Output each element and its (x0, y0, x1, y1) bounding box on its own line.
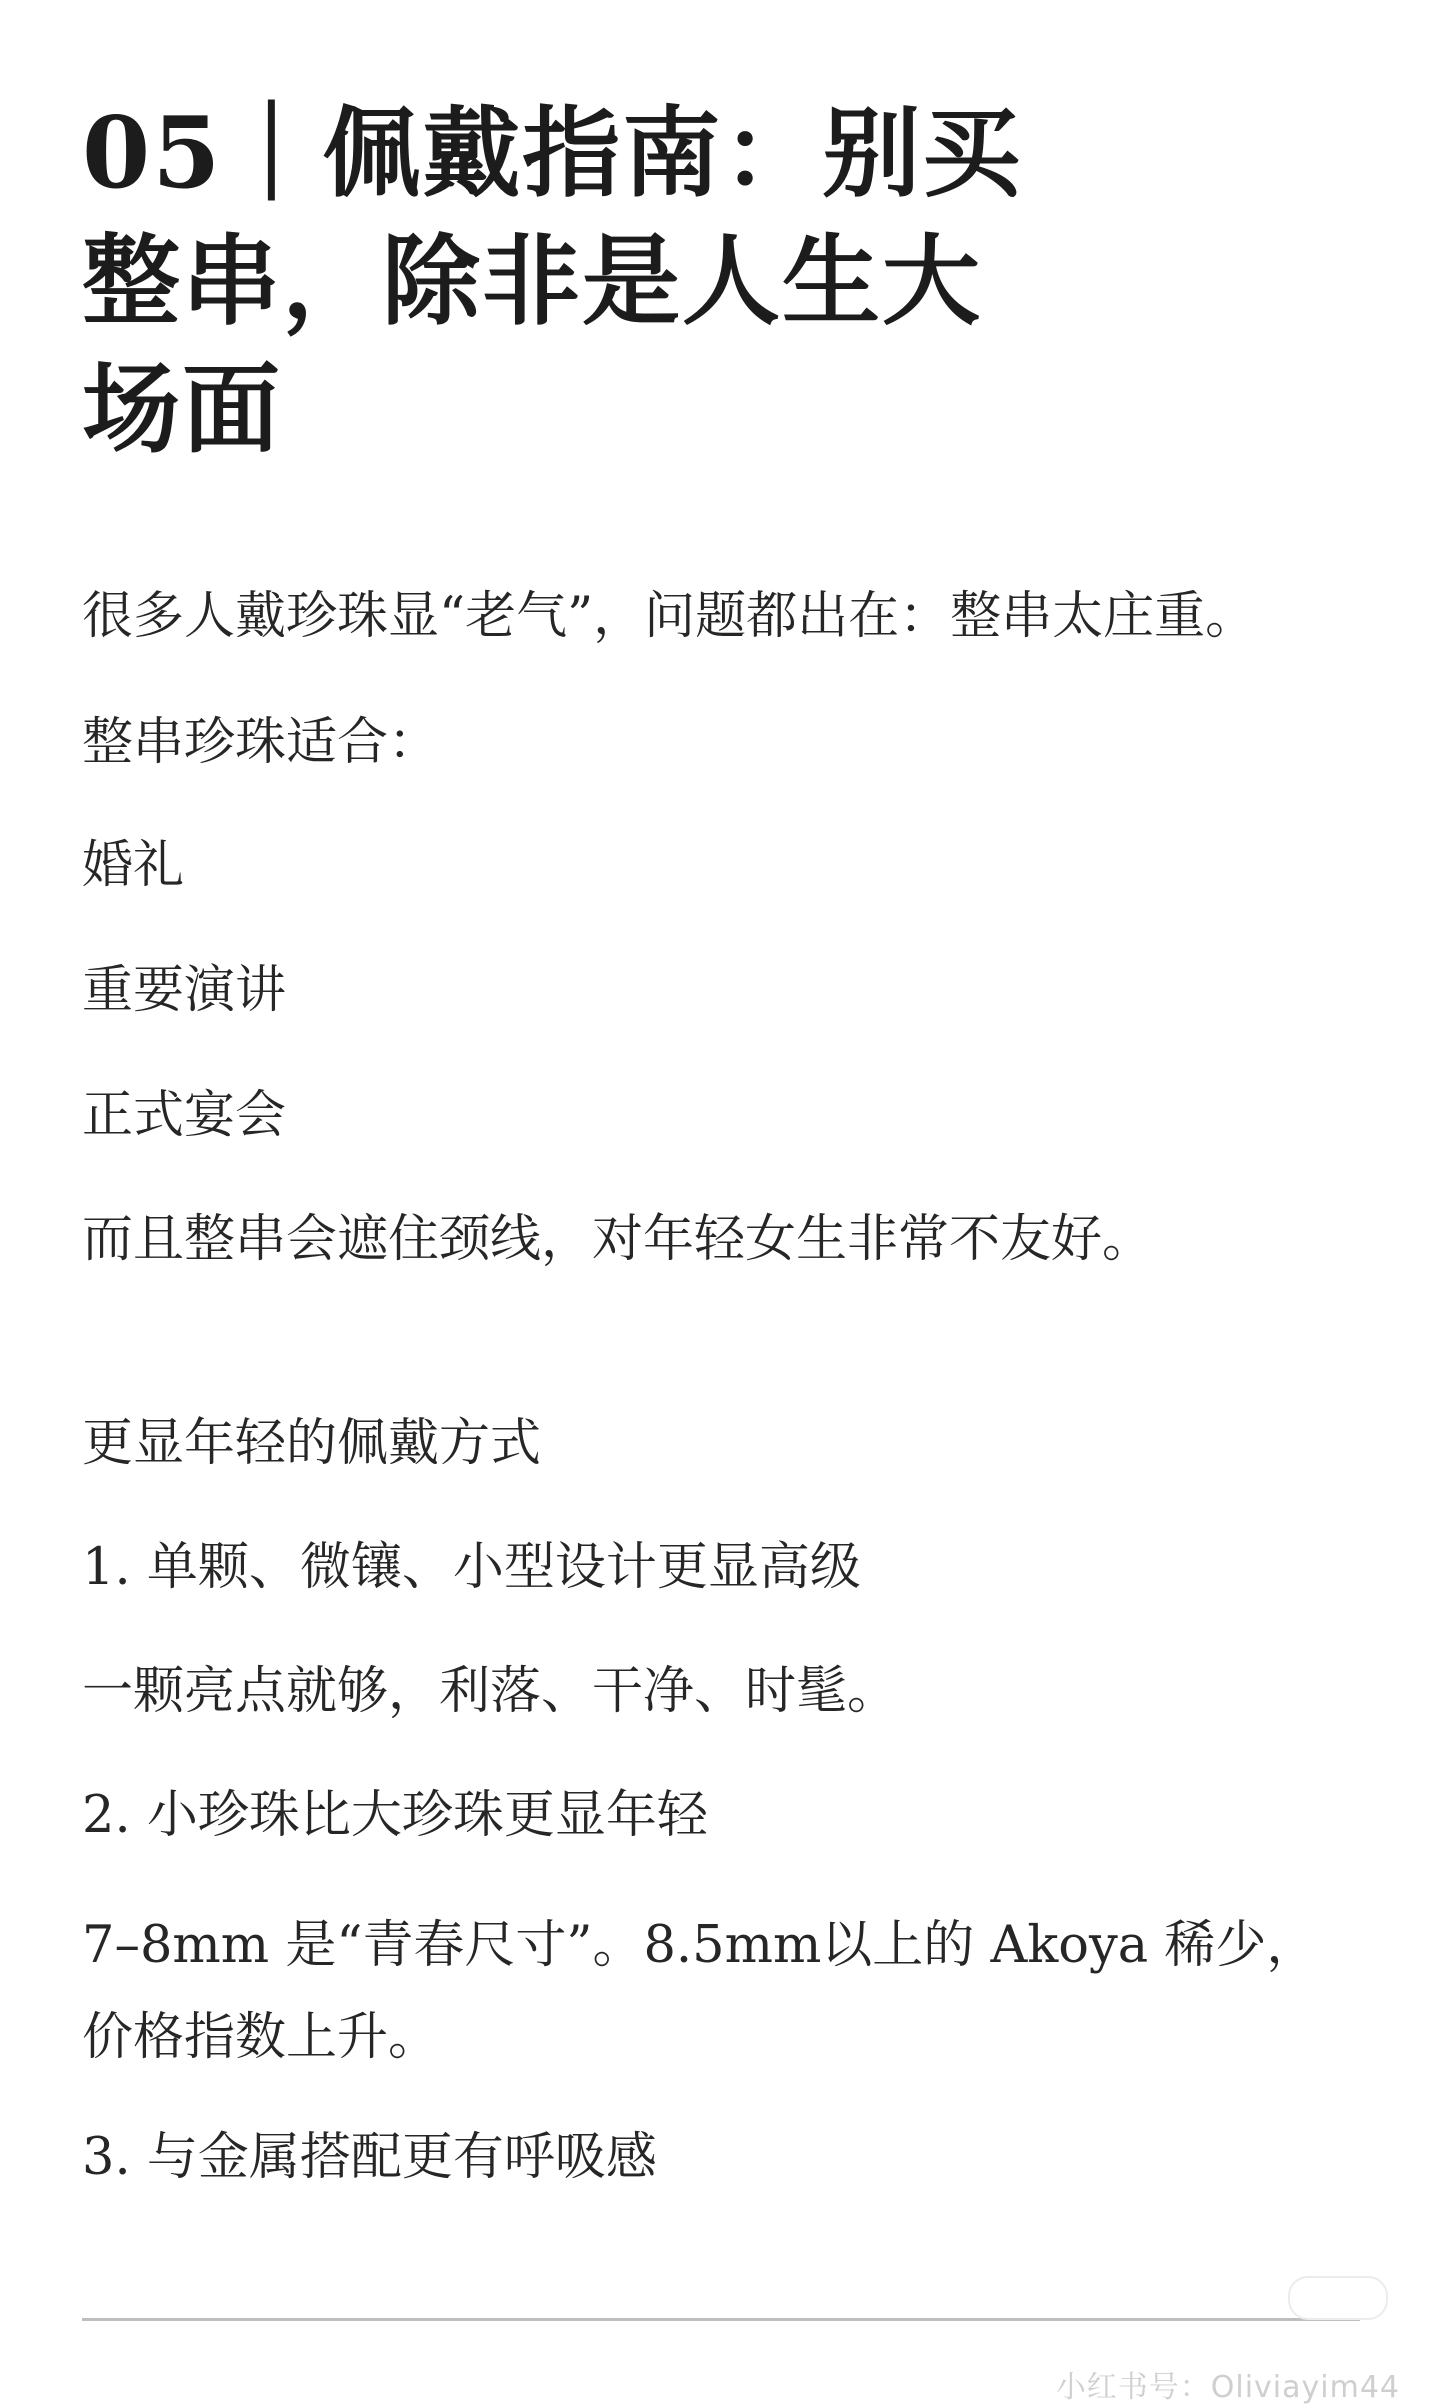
tip-1-heading: 1. 单颗、微镶、小型设计更显高级 (82, 1538, 861, 1597)
bottom-divider (82, 2318, 1360, 2321)
paragraph-suitable-heading: 整串珍珠适合： (82, 713, 440, 772)
article (82, 0, 1358, 2400)
watermark-logo-icon (1288, 2276, 1388, 2320)
paragraph-neckline: 而且整串会遮住颈线，对年轻女生非常不友好。 (82, 1210, 1154, 1269)
list-item-speech: 重要演讲 (82, 961, 287, 1020)
list-item-wedding: 婚礼 (82, 836, 185, 895)
section-heading: 更显年轻的佩戴方式 (82, 1414, 542, 1473)
tip-1-body: 一颗亮点就够，利落、干净、时髦。 (82, 1662, 899, 1721)
watermark: 小红书号：Oliviayim44 (1055, 2370, 1400, 2405)
paragraph-intro: 很多人戴珍珠显“老气”，问题都出在：整串太庄重。 (82, 587, 1257, 646)
tip-2-body: 7–8mm 是“青春尺寸”。8.5mm以上的 Akoya 稀少，价格指数上升。 (82, 1916, 1318, 2067)
article-title: 05｜佩戴指南：别买整串，除非是人生大场面 (82, 96, 1023, 467)
tip-2-heading: 2. 小珍珠比大珍珠更显年轻 (82, 1786, 708, 1845)
tip-3-heading: 3. 与金属搭配更有呼吸感 (82, 2128, 657, 2187)
list-item-banquet: 正式宴会 (82, 1086, 287, 1145)
